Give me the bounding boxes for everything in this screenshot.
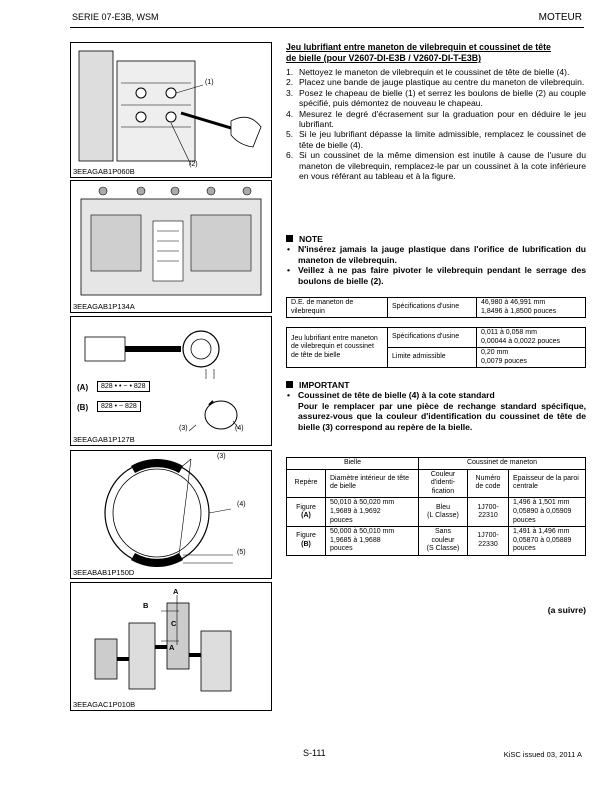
procedure-steps	[286, 67, 586, 181]
bullet-icon: •	[287, 244, 291, 255]
important-item	[286, 390, 586, 432]
important-block	[286, 380, 586, 432]
cell-couleur	[419, 527, 468, 556]
bullet-icon: •	[287, 265, 291, 276]
note-title: NOTE	[299, 234, 323, 244]
square-bullet-icon	[286, 381, 293, 388]
spec-value-in: 1,8496 à 1,8500 pouces	[481, 307, 557, 315]
diam-mm: 50,000 à 50,010 mm	[330, 528, 395, 536]
important-heading	[286, 380, 586, 390]
thick-in: 0,05890 à 0,05909	[513, 507, 572, 515]
limit-value-in: 0,0079 pouces	[481, 357, 527, 365]
figure-3-label-b: (B)	[77, 403, 89, 412]
figure-2-drawing	[71, 181, 271, 312]
cell-repere	[287, 498, 326, 527]
figure-5	[70, 582, 272, 711]
header-series: SERIE 07-E3B, WSM	[72, 12, 159, 22]
figure-4-caption: 3EEABAB1P150D	[73, 568, 135, 577]
spec-table-crankpin-od	[286, 297, 586, 318]
step-item	[286, 77, 586, 87]
note-heading	[286, 234, 586, 244]
step-number: 3.	[286, 87, 294, 98]
diam-in: 1,9689 à 1,9692	[330, 507, 381, 515]
col-diametre: Diamètre intérieur de tête de bielle	[326, 469, 419, 498]
figure-2-caption: 3EEAGAB1P134A	[73, 302, 135, 311]
thick-mm: 1,491 à 1,496 mm	[513, 528, 570, 536]
table-row	[287, 498, 586, 527]
page-number: S-111	[303, 748, 326, 758]
code-suffix: 22310	[478, 512, 498, 520]
figure-3-mark-b: 828 • ~ 828	[97, 401, 141, 412]
section-title-line-1: Jeu lubrifiant entre maneton de vilebrequin et coussinet de tête	[286, 42, 551, 52]
color-class: (S Classe)	[426, 545, 460, 553]
note-text: N'insérez jamais la jauge plastique dans l'orifice de lubrification du maneton de vilebrequin.	[298, 244, 586, 265]
header-rule	[70, 27, 584, 28]
section-title-line-2: de bielle (pour V2607-DI-E3B / V2607-DI-T-E3B)	[286, 53, 482, 63]
note-item	[286, 244, 586, 265]
spec-value-mm: 46,980 à 46,991 mm	[481, 299, 546, 306]
figure-1-callout-2: (2)	[189, 161, 198, 168]
cell-code	[468, 527, 509, 556]
figure-5-letter-c: C	[171, 619, 177, 628]
figure-5-letter-a-top: A	[173, 587, 179, 596]
figure-2	[70, 180, 272, 313]
spec-type: Spécifications d'usine	[388, 328, 477, 348]
bullet-icon: •	[287, 390, 291, 401]
step-text: Si le jeu lubrifiant dépasse la limite admissible, remplacez le coussinet de tête de bielle (4).	[299, 129, 586, 150]
step-text: Nettoyez le maneton de vilebrequin et le coussinet de tête de bielle (4).	[299, 67, 570, 77]
figure-1	[70, 42, 272, 178]
figure-label: Figure	[296, 532, 316, 540]
note-text: Veillez à ne pas faire pivoter le vilebrequin pendant le serrage des boulons de bielle (2).	[298, 265, 586, 286]
bearing-table-head-coussinet: Coussinet de maneton	[419, 458, 586, 470]
figure-4-callout-4: (4)	[237, 501, 246, 508]
spec-label: D.E. de maneton de vilebrequin	[287, 298, 388, 318]
cell-epaisseur	[509, 527, 586, 556]
limit-type: Limite admissible	[388, 348, 477, 368]
spec-label: Jeu lubrifiant entre maneton de vilebrequin et coussinet de tête de bielle	[287, 328, 388, 368]
figure-3-label-a: (A)	[77, 383, 89, 392]
col-epaisseur: Epaisseur de la paroi centrale	[509, 469, 586, 498]
diam-mm: 50,010 à 50,020 mm	[330, 499, 395, 507]
figure-4	[70, 450, 272, 579]
cell-epaisseur	[509, 498, 586, 527]
step-item	[286, 88, 586, 109]
figure-3-callout-4: (4)	[235, 425, 244, 432]
continued-label: (a suivre)	[547, 605, 586, 615]
col-repere: Repère	[287, 469, 326, 498]
figure-mark: (B)	[301, 541, 311, 549]
color-name: Bleu	[435, 503, 450, 511]
color-class: (L Classe)	[427, 512, 459, 520]
step-number: 5.	[286, 129, 294, 140]
figure-1-caption: 3EEAGAB1P060B	[73, 167, 135, 176]
figure-4-callout-5: (5)	[237, 549, 246, 556]
cell-diametre	[326, 498, 419, 527]
thick-mm: 1,496 à 1,501 mm	[513, 499, 570, 507]
code-prefix: 1J700-	[477, 532, 499, 540]
important-text: Pour le remplacer par une pièce de rechange standard spécifique, assurez-vous que la couleur d'identification du coussinet de tête de bielle (3) correspond au repère de la bielle.	[298, 400, 586, 432]
spec-table-oil-clearance	[286, 327, 586, 368]
color-name-2: couleur	[431, 536, 455, 544]
figure-4-drawing	[71, 451, 271, 578]
important-subtitle: Coussinet de tête de bielle (4) à la cote standard	[298, 390, 495, 401]
spec-value	[477, 328, 586, 348]
figure-4-callout-3: (3)	[217, 453, 226, 460]
step-text: Posez le chapeau de bielle (1) et serrez les boulons de bielle (2) au couple spécifié, puis démontez de nouveau le chapeau.	[299, 87, 586, 109]
important-title: IMPORTANT	[299, 380, 350, 390]
spec-value-in: 0,00044 à 0,0022 pouces	[481, 337, 561, 345]
spec-value	[477, 298, 586, 318]
table-row	[287, 527, 586, 556]
cell-diametre	[326, 527, 419, 556]
bearing-table	[286, 457, 586, 556]
figure-1-drawing	[71, 43, 271, 177]
figure-1-callout-1: (1)	[205, 79, 214, 86]
figure-3	[70, 316, 272, 446]
step-item	[286, 150, 586, 181]
step-number: 6.	[286, 150, 294, 161]
note-block	[286, 234, 586, 286]
figure-5-letter-a-bottom: A	[169, 643, 175, 652]
color-name: Sans	[435, 528, 451, 536]
step-text: Si un coussinet de la même dimension est inutile à cause de l'usure du maneton de vilebrequin, remplacez-le par un coussinet à la cote inférieure en vous référant au tableau et à la figure.	[299, 150, 586, 182]
diam-unit: pouces	[330, 516, 353, 524]
step-text: Placez une bande de jauge plastique au centre du maneton de vilebrequin.	[299, 77, 585, 88]
diam-unit: pouces	[330, 545, 353, 553]
header-section: MOTEUR	[538, 12, 582, 23]
code-prefix: 1J700-	[477, 503, 499, 511]
col-couleur: Couleur d'identi-fication	[419, 469, 468, 498]
cell-code	[468, 498, 509, 527]
thick-unit: pouces	[513, 516, 536, 524]
figure-3-callout-3: (3)	[179, 425, 188, 432]
thick-unit: pouces	[513, 545, 536, 553]
bearing-table-head-bielle: Bielle	[287, 458, 419, 470]
limit-value	[477, 348, 586, 368]
step-text: Mesurez le degré d'écrasement sur la graduation pour en déduire le jeu lubrifiant.	[299, 108, 586, 130]
col-code: Numéro de code	[468, 469, 509, 498]
square-bullet-icon	[286, 235, 293, 242]
step-number: 4.	[286, 108, 294, 119]
section-title	[286, 42, 586, 64]
cell-repere	[287, 527, 326, 556]
figure-3-caption: 3EEAGAB1P127B	[73, 435, 135, 444]
step-item	[286, 129, 586, 150]
spec-value-mm: 0,011 à 0,058 mm	[481, 329, 537, 336]
figure-5-caption: 3EEAGAC1P010B	[73, 700, 136, 709]
step-item	[286, 109, 586, 130]
step-item	[286, 67, 586, 77]
figure-3-mark-a: 828 • • ~ • 828	[97, 381, 150, 392]
figure-5-letter-b: B	[143, 601, 149, 610]
spec-type: Spécifications d'usine	[388, 298, 477, 318]
step-number: 2.	[286, 77, 294, 88]
diam-in: 1,9685 à 1,9688	[330, 536, 381, 544]
thick-in: 0,05870 à 0,05889	[513, 536, 572, 544]
code-suffix: 22330	[478, 541, 498, 549]
figure-label: Figure	[296, 503, 316, 511]
cell-couleur	[419, 498, 468, 527]
limit-value-mm: 0,20 mm	[481, 349, 509, 357]
step-number: 1.	[286, 67, 294, 77]
note-item	[286, 265, 586, 286]
issue-label: KiSC issued 03, 2011 A	[503, 750, 582, 759]
figure-mark: (A)	[301, 512, 311, 520]
